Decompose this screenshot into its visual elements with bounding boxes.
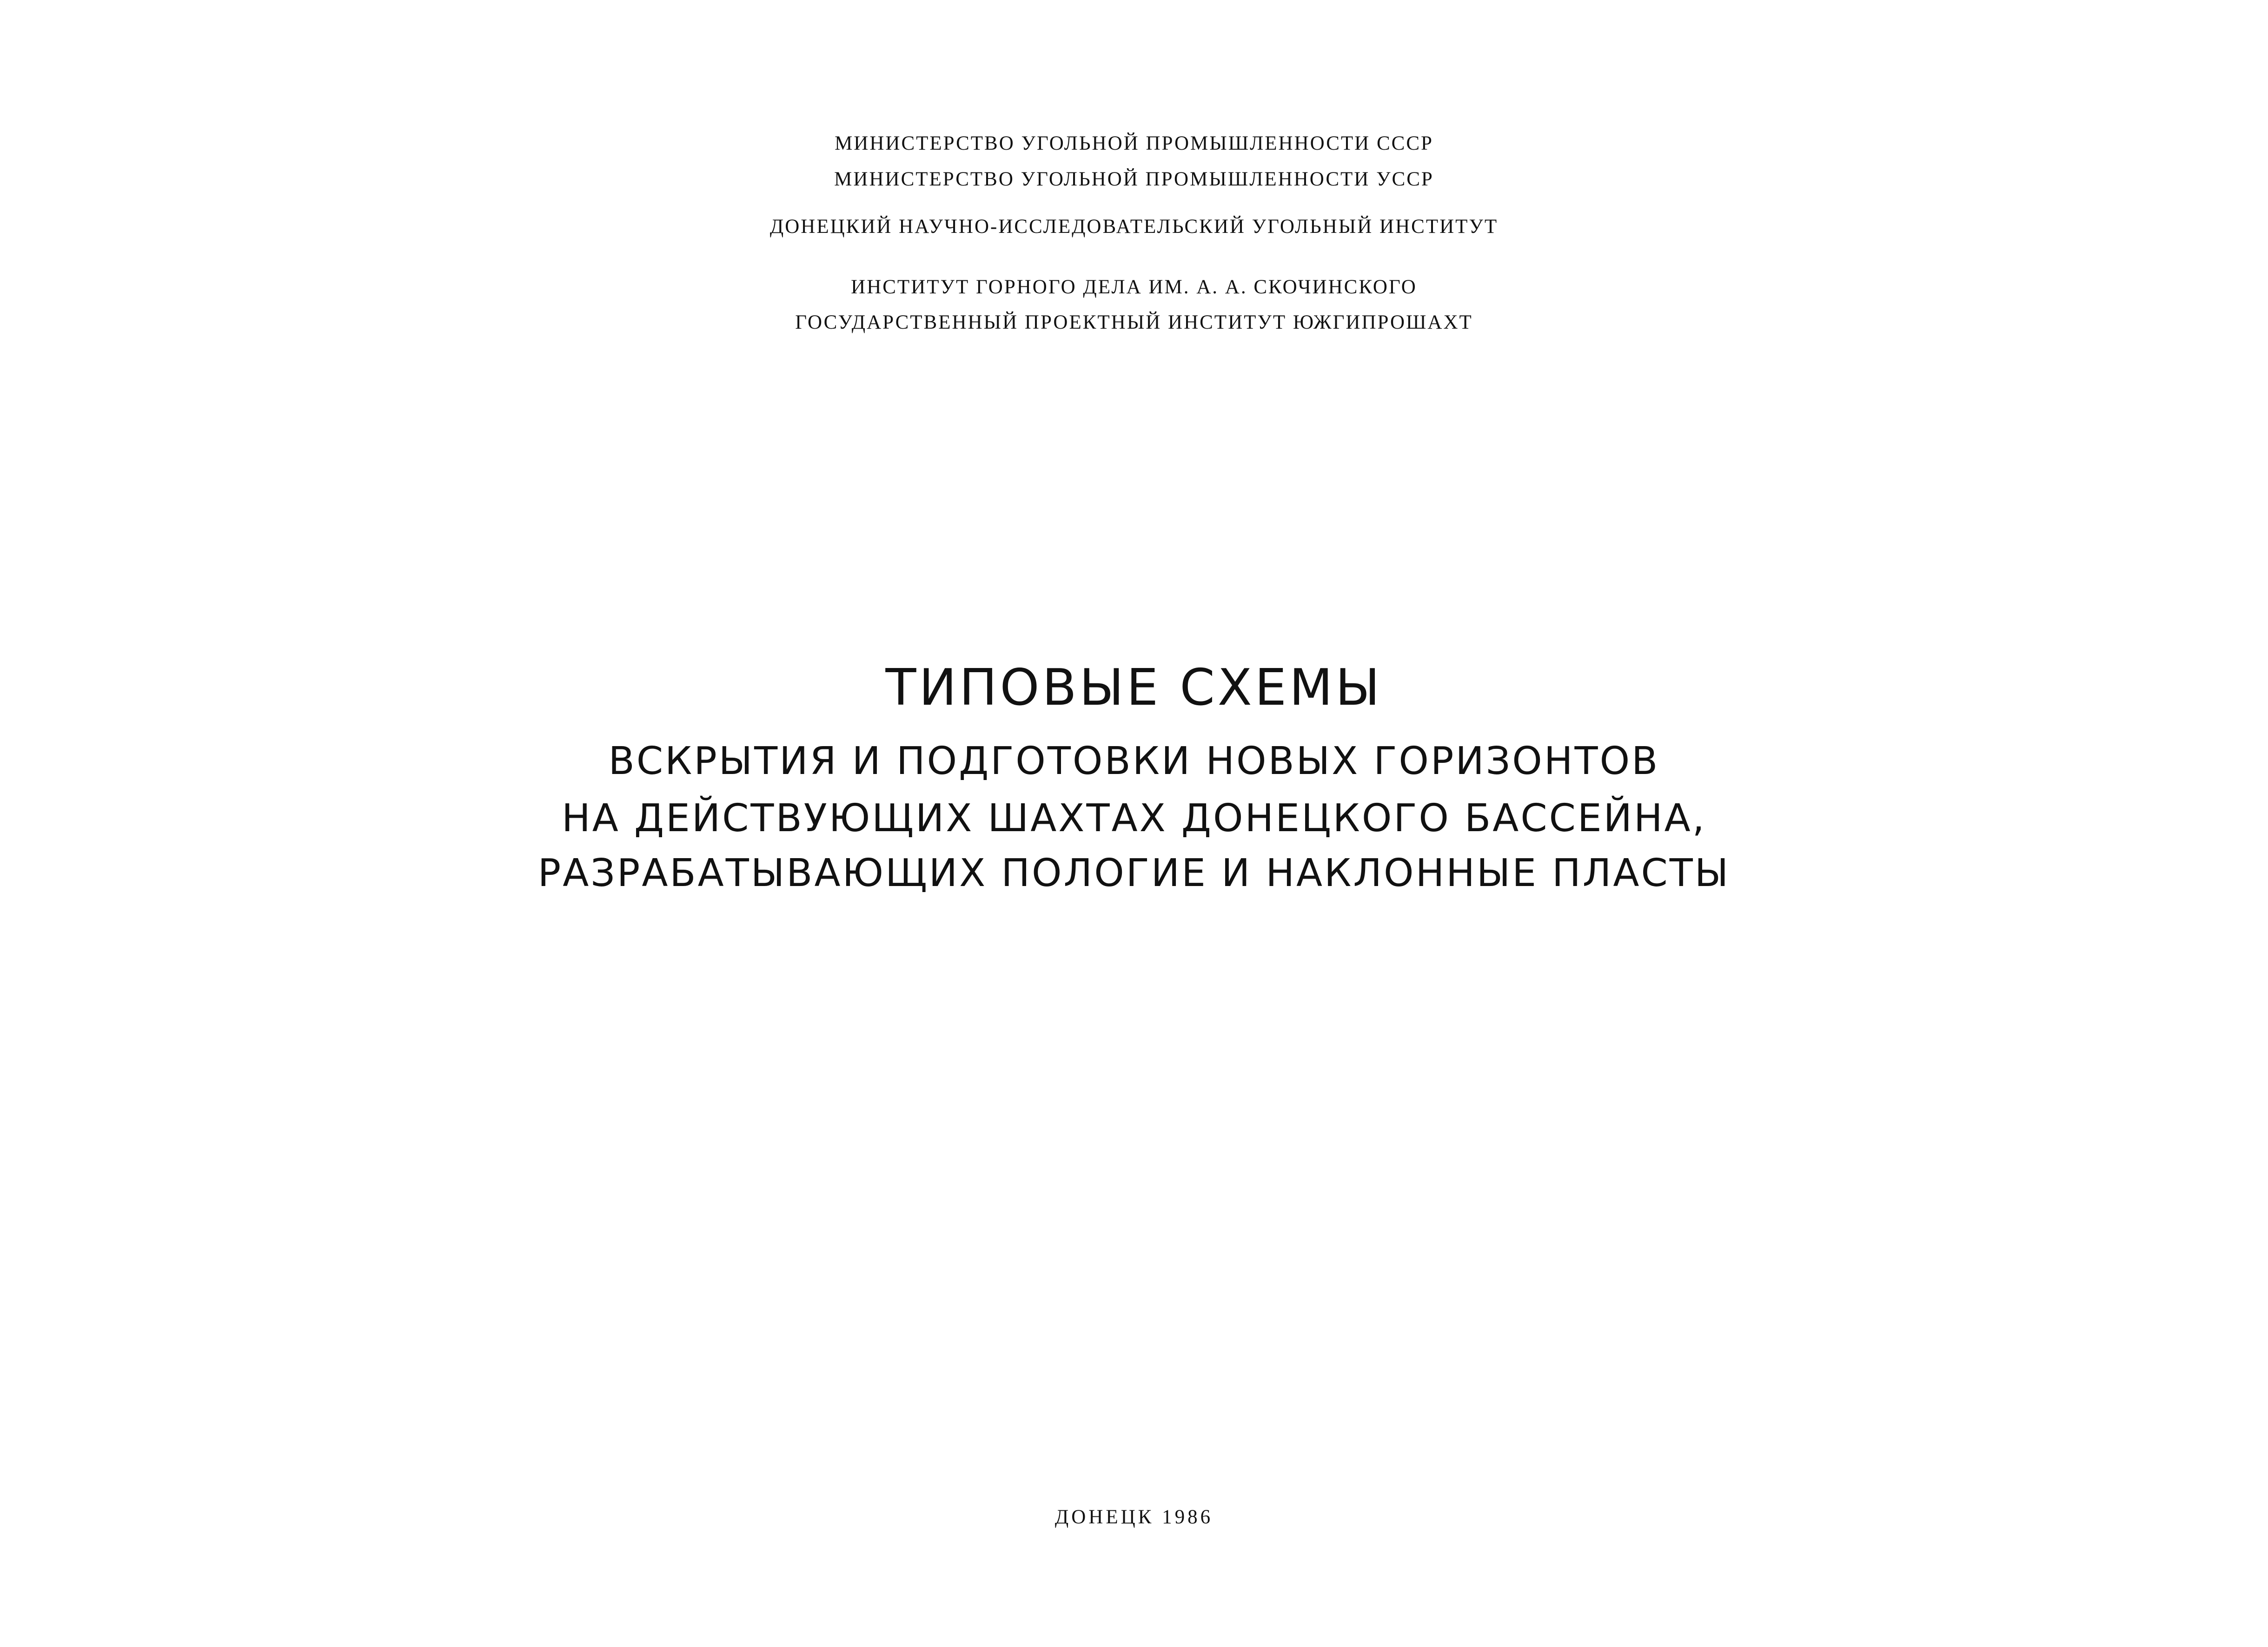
document-subtitle-line-1: ВСКРЫТИЯ И ПОДГОТОВКИ НОВЫХ ГОРИЗОНТОВ (608, 739, 1660, 783)
place-and-year: ДОНЕЦК 1986 (1054, 1506, 1214, 1528)
document-subtitle-line-2: НА ДЕЙСТВУЮЩИХ ШАХТАХ ДОНЕЦКОГО БАССЕЙНА, (562, 796, 1706, 840)
yuzhgiproshakht-institute-line: ГОСУДАРСТВЕННЫЙ ПРОЕКТНЫЙ ИНСТИТУТ ЮЖГИПРОШАХТ (795, 311, 1473, 333)
document-title: ТИПОВЫЕ СХЕМЫ (885, 659, 1383, 717)
ministry-ussr-line: МИНИСТЕРСТВО УГОЛЬНОЙ ПРОМЫШЛЕННОСТИ СССР (835, 132, 1433, 154)
ministry-ukrssr-line: МИНИСТЕРСТВО УГОЛЬНОЙ ПРОМЫШЛЕННОСТИ УССР (834, 168, 1434, 190)
document-subtitle-line-3: РАЗРАБАТЫВАЮЩИХ ПОЛОГИЕ И НАКЛОННЫЕ ПЛАСТЫ (537, 851, 1731, 895)
skochinsky-institute-line: ИНСТИТУТ ГОРНОГО ДЕЛА ИМ. А. А. СКОЧИНСКОГО (851, 276, 1417, 298)
donugi-institute-line: ДОНЕЦКИЙ НАУЧНО-ИССЛЕДОВАТЕЛЬСКИЙ УГОЛЬНЫЙ ИНСТИТУТ (769, 216, 1499, 238)
